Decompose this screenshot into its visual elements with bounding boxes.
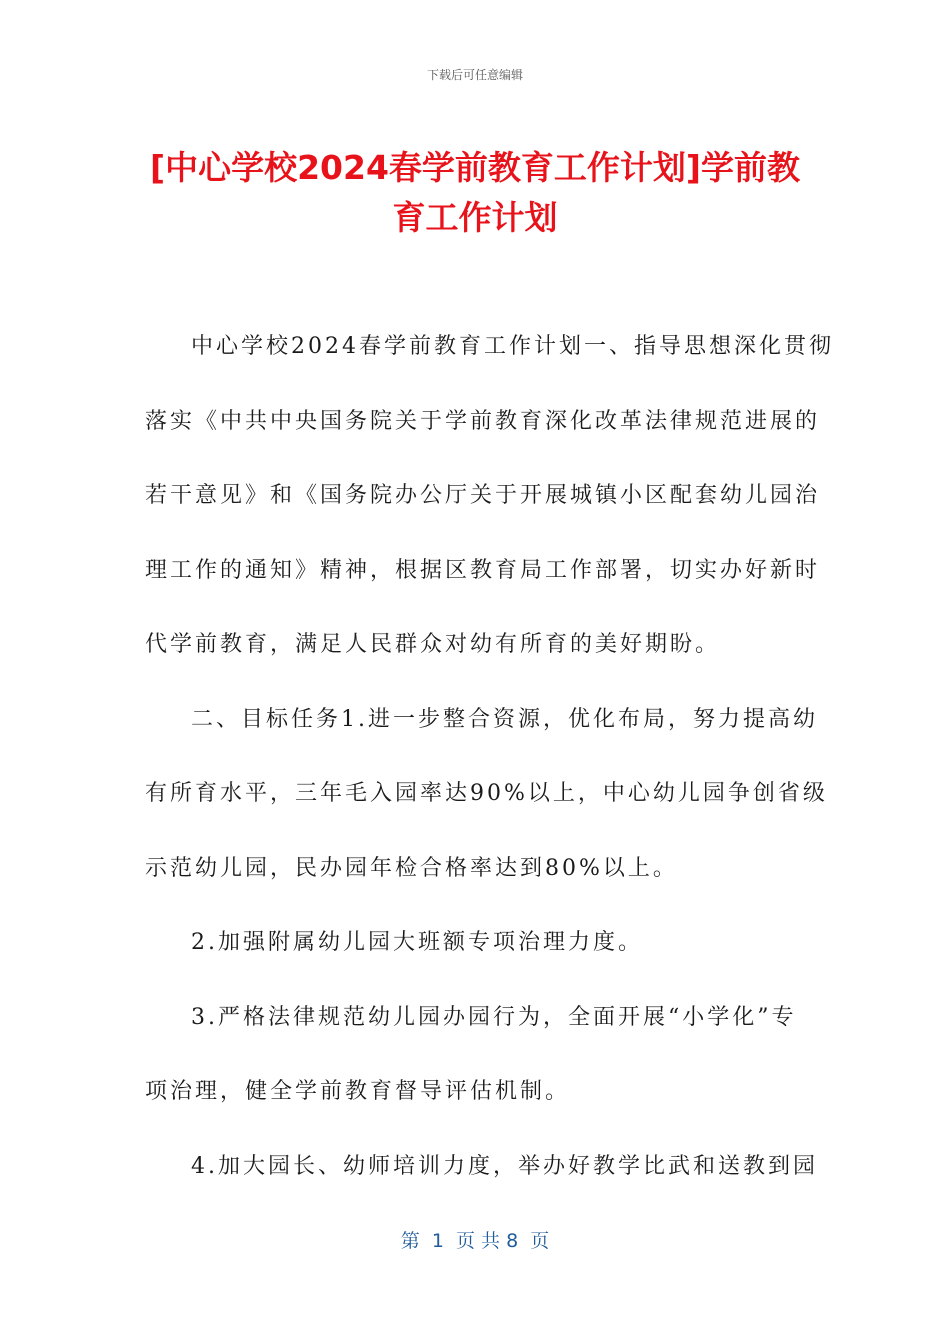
document-title (120, 143, 830, 243)
paragraph-line: 二、目标任务1.进一步整合资源，优化布局，努力提高幼 (191, 706, 818, 732)
document-title-line-2: 育工作计划 (392, 198, 558, 237)
paragraph-line: 理工作的通知》精神，根据区教育局工作部署，切实办好新时 (145, 557, 821, 583)
paragraph-line: 示范幼儿园，民办园年检合格率达到80%以上。 (145, 855, 678, 881)
paragraph-line: 中心学校2024春学前教育工作计划一、指导思想深化贯彻 (191, 334, 834, 359)
paragraph-line: 有所育水平，三年毛入园率达90%以上，中心幼儿园争创省级 (145, 781, 828, 806)
paragraph-line: 2.加强附属幼儿园大班额专项治理力度。 (191, 930, 643, 955)
paragraph-line: 3.严格法律规范幼儿园办园行为，全面开展“小学化”专 (191, 1004, 797, 1030)
paragraph-line: 若干意见》和《国务院办公厅关于开展城镇小区配套幼儿园治 (145, 483, 821, 508)
document-body (145, 319, 834, 1213)
paragraph-line: 落实《中共中央国务院关于学前教育深化改革法律规范进展的 (145, 408, 821, 434)
document-title-line-1: [中心学校2024春学前教育工作计划]学前教 (149, 148, 800, 187)
paragraph-line: 4.加大园长、幼师培训力度，举办好教学比武和送教到园 (191, 1153, 818, 1179)
page-number-footer: 第 1 页 共 8 页 (400, 1230, 550, 1252)
page-header: 下载后可任意编辑 (426, 68, 523, 82)
paragraph-line: 项治理，健全学前教育督导评估机制。 (145, 1079, 571, 1104)
paragraph-line: 代学前教育，满足人民群众对幼有所育的美好期盼。 (145, 632, 721, 657)
